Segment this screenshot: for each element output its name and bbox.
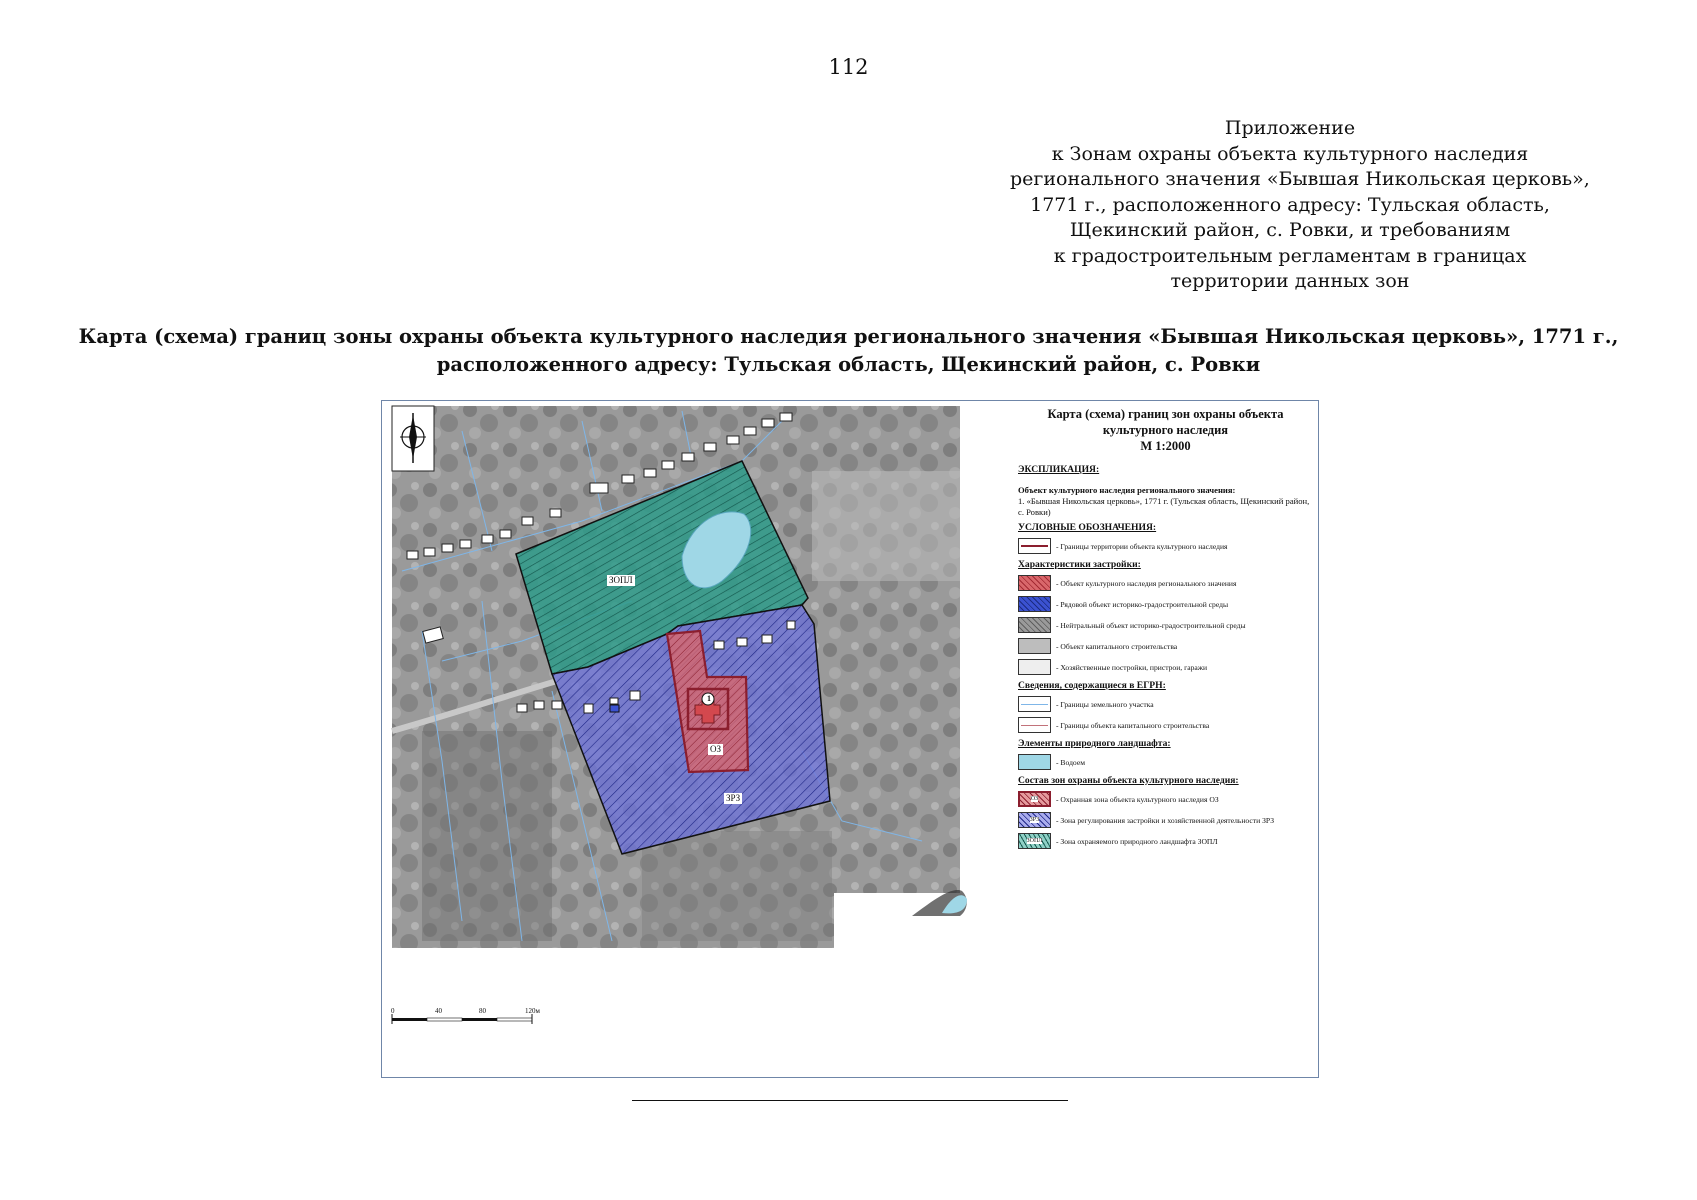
legend-item bbox=[1018, 637, 1313, 655]
legend-item-label: - Нейтральный объект историко-градостроительной среды bbox=[1056, 620, 1246, 630]
zrz-swatch bbox=[1018, 812, 1051, 828]
legend-egrn-heading: Сведения, содержащиеся в ЕГРН: bbox=[1018, 680, 1166, 691]
legend-item-label: - Границы объекта капитального строительства bbox=[1056, 720, 1210, 730]
footer-rule bbox=[632, 1100, 1068, 1101]
appendix-line: к Зонам охраны объекта культурного наследия bbox=[1051, 142, 1529, 165]
outbuilding-swatch bbox=[1018, 659, 1051, 675]
swatch-label: ЗРЗ bbox=[1029, 817, 1040, 823]
legend-object-heading: Объект культурного наследия регионального значения: bbox=[1018, 485, 1236, 495]
neutral-object-swatch bbox=[1018, 617, 1051, 633]
legend-item-label: - Хозяйственные постройки, пристрои, гаражи bbox=[1056, 662, 1208, 672]
scale-label: 80 bbox=[479, 1007, 486, 1015]
legend-item-label: - Объект капитального строительства bbox=[1056, 641, 1178, 651]
legend-landscape-heading: Элементы природного ландшафта: bbox=[1018, 738, 1171, 749]
legend-object-text: 1. «Бывшая Никольская церковь», 1771 г. (Тульская область, Щекинский район, с. Ровки) bbox=[1018, 496, 1310, 517]
heritage-object-swatch bbox=[1018, 575, 1051, 591]
legend-title-line: Карта (схема) границ зон охраны объекта bbox=[1047, 407, 1284, 421]
legend-item-label: - Зона охраняемого природного ландшафта ЗОПЛ bbox=[1056, 836, 1218, 846]
appendix-line: территории данных зон bbox=[1170, 270, 1410, 292]
scale-label: 0 bbox=[391, 1007, 395, 1015]
document-title bbox=[60, 323, 1637, 379]
zone-label-zopl: ЗОПЛ bbox=[609, 575, 633, 585]
capital-object-swatch bbox=[1018, 638, 1051, 654]
appendix-line: Приложение bbox=[1224, 117, 1356, 139]
legend-item bbox=[1018, 574, 1313, 592]
legend-item bbox=[1018, 616, 1313, 634]
appendix-line: к градостроительным регламентам в границах bbox=[1053, 244, 1527, 267]
legend-item-label: - Рядовой объект историко-градостроительной среды bbox=[1056, 599, 1229, 609]
ordinary-object-swatch bbox=[1018, 596, 1051, 612]
water-swatch bbox=[1018, 754, 1051, 770]
legend-item bbox=[1018, 716, 1313, 734]
legend-scale: М 1:2000 bbox=[1140, 439, 1191, 453]
swatch-label: ОЗ bbox=[1030, 796, 1039, 802]
page-number: 112 bbox=[828, 55, 869, 79]
map-legend bbox=[1018, 406, 1313, 850]
zone-label-zrz: ЗРЗ bbox=[726, 793, 741, 803]
water-corner bbox=[912, 881, 972, 921]
legend-title bbox=[1018, 406, 1313, 454]
map-frame bbox=[381, 400, 1319, 1078]
boundary-swatch bbox=[1018, 538, 1051, 554]
legend-item bbox=[1018, 658, 1313, 676]
legend-conventions-heading: УСЛОВНЫЕ ОБОЗНАЧЕНИЯ: bbox=[1018, 522, 1157, 533]
legend-item-label: - Водоем bbox=[1056, 757, 1085, 767]
appendix-line: 1771 г., расположенного адресу: Тульская область, bbox=[1030, 193, 1550, 216]
swatch-label: ЗОПЛ bbox=[1026, 838, 1043, 844]
zopl-swatch bbox=[1018, 833, 1051, 849]
legend-item bbox=[1018, 832, 1313, 850]
title-line: Карта (схема) границ зоны охраны объекта культурного наследия регионального значения «Бывшая Никольская церковь», 1771 г., bbox=[78, 325, 1619, 348]
legend-item bbox=[1018, 790, 1313, 808]
legend-item-label: - Границы земельного участка bbox=[1056, 699, 1154, 709]
title-line: расположенного адресу: Тульская область, Щекинский район, с. Ровки bbox=[436, 353, 1261, 376]
scale-label: 40 bbox=[435, 1007, 442, 1015]
zone-label-oz: ОЗ bbox=[710, 744, 722, 754]
legend-item-label: - Зона регулирования застройки и хозяйственной деятельности ЗРЗ bbox=[1056, 815, 1274, 825]
appendix-header bbox=[1010, 116, 1590, 295]
legend-zones-heading: Состав зон охраны объекта культурного наследия: bbox=[1018, 775, 1239, 786]
legend-item bbox=[1018, 595, 1313, 613]
legend-title-line: культурного наследия bbox=[1102, 423, 1229, 437]
object-number-label: 1 bbox=[707, 694, 711, 703]
building-boundary-swatch bbox=[1018, 717, 1051, 733]
legend-item-label: - Объект культурного наследия регионального значения bbox=[1056, 578, 1237, 588]
legend-item-label: - Границы территории объекта культурного наследия bbox=[1056, 541, 1228, 551]
parcel-boundary-swatch bbox=[1018, 696, 1051, 712]
appendix-line: регионального значения «Бывшая Никольская церковь», bbox=[1010, 168, 1590, 190]
legend-item bbox=[1018, 537, 1313, 555]
legend-item bbox=[1018, 753, 1313, 771]
legend-object bbox=[1018, 485, 1313, 518]
appendix-line: Щекинский район, с. Ровки, и требованиям bbox=[1069, 219, 1511, 241]
legend-item bbox=[1018, 695, 1313, 713]
legend-building-heading: Характеристики застройки: bbox=[1018, 559, 1141, 570]
oz-swatch bbox=[1018, 791, 1051, 807]
legend-item-label: - Охранная зона объекта культурного наследия ОЗ bbox=[1056, 794, 1219, 804]
legend-explication-heading: ЭКСПЛИКАЦИЯ: bbox=[1018, 464, 1100, 475]
scale-label: 120м bbox=[525, 1007, 540, 1015]
legend-item bbox=[1018, 811, 1313, 829]
